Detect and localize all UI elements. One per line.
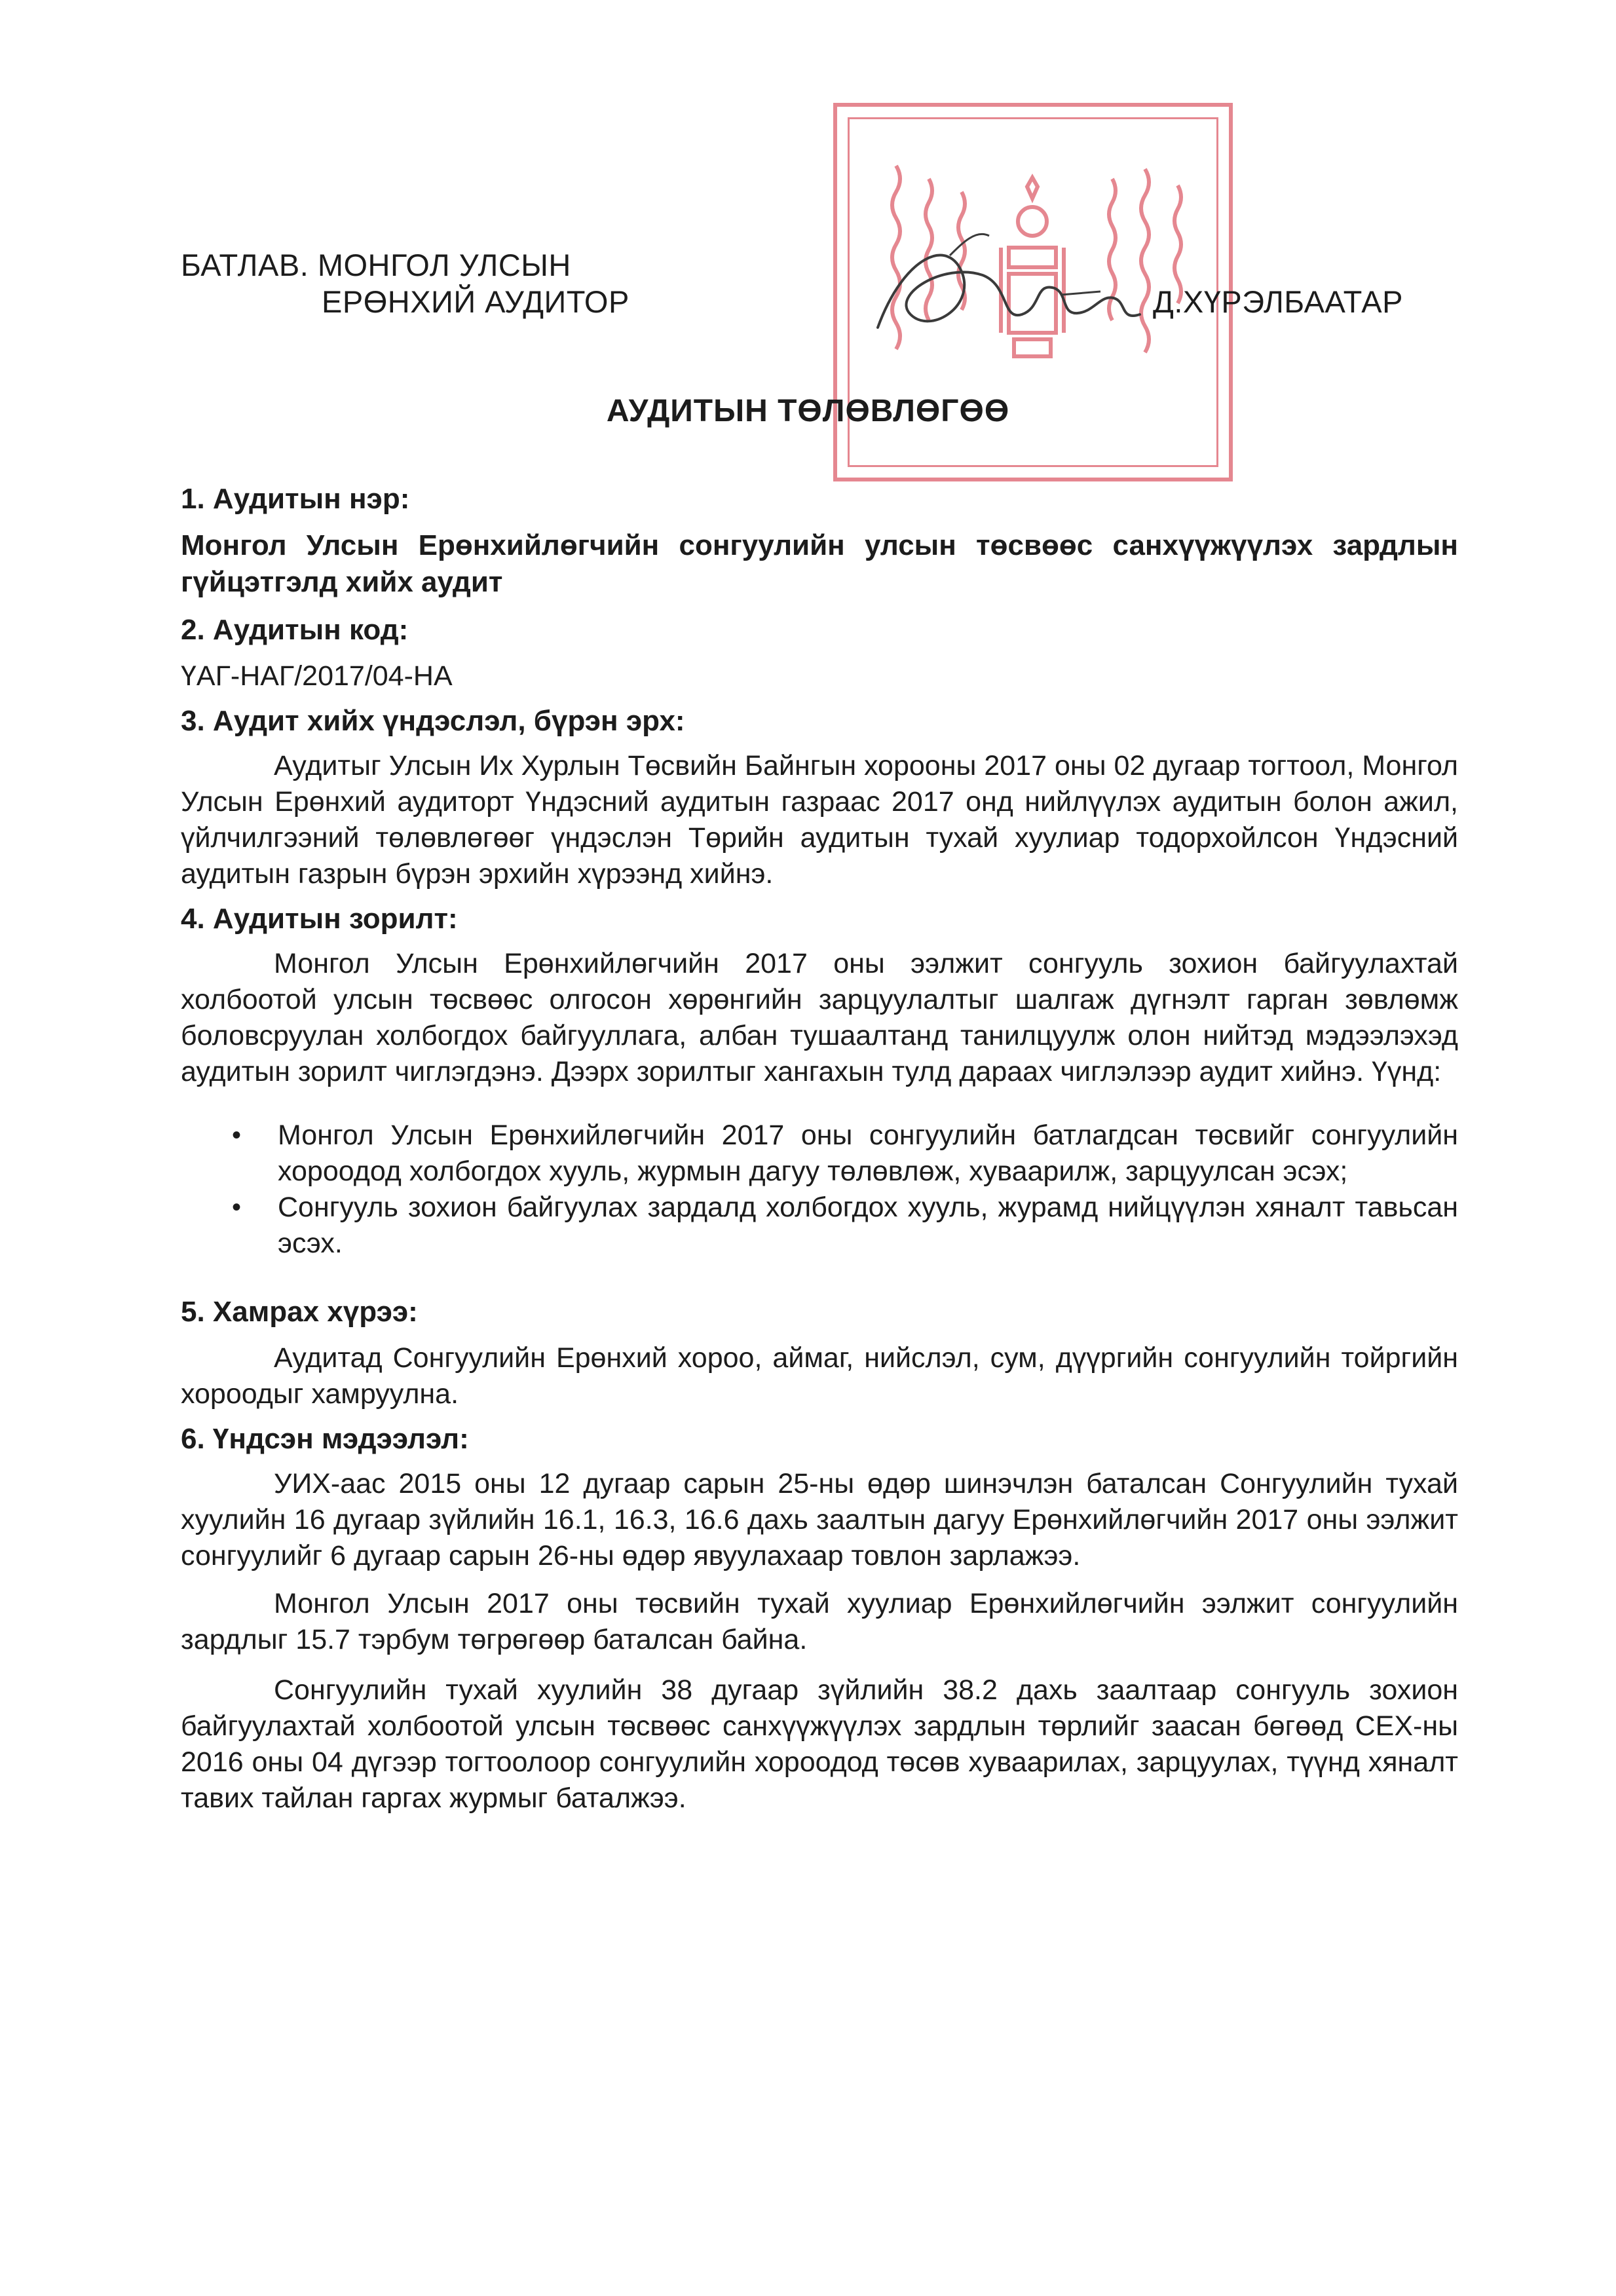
document-body: [181, 481, 1458, 1816]
section-3-heading: 3. Аудит хийх үндэслэл, бүрэн эрх:: [181, 705, 685, 737]
list-item-text: Монгол Улсын Ерөнхийлөгчийн 2017 оны сонгуулийн батлагдсан төсвийг сонгуулийн хороодод холбогдох хууль, журмын дагуу төлөвлөж, хуваарилж, зарцуулсан эсэх;: [278, 1120, 1458, 1187]
signature-icon: [852, 216, 1166, 367]
list-item-text: Сонгууль зохион байгуулах зардалд холбогдох хууль, журамд нийцүүлэн хяналт тавьсан эсэх.: [278, 1192, 1458, 1259]
section-6-paragraph-3: Сонгуулийн тухай хуулийн 38 дугаар зүйлийн 38.2 дахь заалтаар сонгууль зохион байгуулахтай холбоотой улсын төсвөөс санхүүжүүлэх зардлын төрлийг заасан бөгөөд СЕХ-ны 2016 оны 04 дүгээр тогтоолоор сонгуулийн хороодод төсөв хуваарилах, зарцуулах, түүнд хяналт тавих тайлан гаргах журмыг баталжээ.: [181, 1674, 1458, 1814]
approval-line-2: ЕРӨНХИЙ АУДИТОР: [322, 284, 629, 319]
section-6-paragraph-1: УИХ-аас 2015 оны 12 дугаар сарын 25-ны өдөр шинэчлэн баталсан Сонгуулийн тухай хуулийн 16 дугаар зүйлийн 16.1, 16.3, 16.6 дахь заалтын дагуу Ерөнхийлөгчийн 2017 оны ээлжит сонгуулийг 6 дугаар сарын 26-ны өдөр явуулахаар товлон зарлажээ.: [181, 1468, 1458, 1571]
document-title: АУДИТЫН ТӨЛӨВЛӨГӨӨ: [606, 394, 1010, 428]
section-4-paragraph: Монгол Улсын Ерөнхийлөгчийн 2017 оны ээлжит сонгууль зохион байгуулахтай холбоотой улсын төсвөөс олгосон хөрөнгийн зарцуулалтыг шалгаж дүгнэлт гарган зөвлөмж боловсруулан холбогдох байгууллага, албан тушаалтанд танилцуулж олон нийтэд мэдээлэхэд аудитын зорилт чиглэгдэнэ. Дээрх зорилтыг хангахын тулд дараах чиглэлээр аудит хийнэ. Үүнд:: [181, 948, 1458, 1087]
approver-name: Д.ХҮРЭЛБААТАР: [1153, 284, 1403, 319]
section-5-paragraph: Аудитад Сонгуулийн Ерөнхий хороо, аймаг, нийслэл, сум, дүүргийн сонгуулийн тойргийн хороодыг хамруулна.: [181, 1342, 1458, 1410]
bullet-icon: •: [232, 1121, 242, 1150]
approval-line-1: БАТЛАВ. МОНГОЛ УЛСЫН: [181, 248, 571, 282]
section-4-heading: 4. Аудитын зорилт:: [181, 903, 458, 935]
audit-name-text: Монгол Улсын Ерөнхийлөгчийн сонгуулийн улсын төсвөөс санхүүжүүлэх зардлын гүйцэтгэлд хийх аудит: [181, 529, 1458, 598]
section-6-paragraph-2: Монгол Улсын 2017 оны төсвийн тухай хуулиар Ерөнхийлөгчийн ээлжит сонгуулийн зардлыг 15.7 тэрбум төгрөгөөр баталсан байна.: [181, 1588, 1458, 1655]
section-6-heading: 6. Үндсэн мэдээлэл:: [181, 1423, 469, 1455]
bullet-icon: •: [232, 1193, 242, 1222]
list-item: [181, 1118, 1458, 1190]
audit-code-text: ҮАГ-НАГ/2017/04-НА: [181, 660, 453, 692]
section-5-heading: 5. Хамрах хүрээ:: [181, 1296, 418, 1328]
list-item: [181, 1190, 1458, 1262]
section-3-paragraph: Аудитыг Улсын Их Хурлын Төсвийн Байнгын хорооны 2017 оны 02 дугаар тогтоол, Монгол Улсын Ерөнхий аудиторт Үндэсний аудитын газраас 2017 онд нийлүүлэх аудитын болон ажил, үйлчилгээний төлөвлөгөөг үндэслэн Төрийн аудитын тухай хуулиар тодорхойлсон Үндэсний аудитын газрын бүрэн эрхийн хүрээнд хийнэ.: [181, 750, 1458, 890]
section-2-heading: 2. Аудитын код:: [181, 614, 409, 646]
section-1-heading: 1. Аудитын нэр:: [181, 483, 410, 515]
objectives-list: [181, 1118, 1458, 1262]
